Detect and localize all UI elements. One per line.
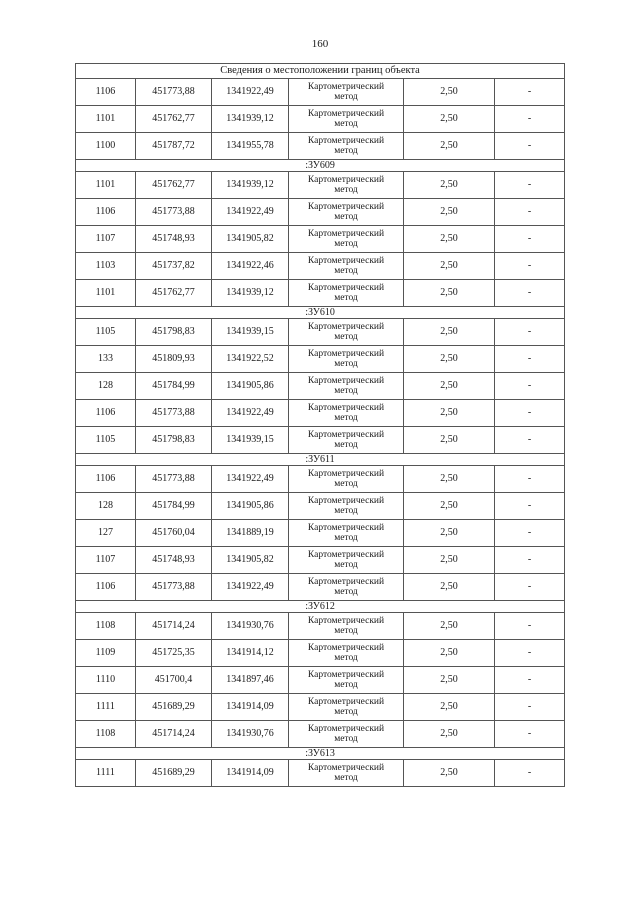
y-coordinate-cell: 1341939,12 <box>212 106 289 133</box>
section-name: :ЗУ611 <box>76 454 565 466</box>
accuracy-cell: 2,50 <box>404 253 495 280</box>
section-header-row <box>76 601 565 613</box>
method-line-1: Картометрический <box>307 349 385 359</box>
accuracy-cell: 2,50 <box>404 346 495 373</box>
y-coordinate-cell: 1341922,49 <box>212 400 289 427</box>
method-line-2: метод <box>334 92 358 102</box>
table-row <box>76 79 565 106</box>
note-cell: - <box>495 760 565 787</box>
section-header-row <box>76 454 565 466</box>
x-coordinate-cell: 451773,88 <box>136 199 212 226</box>
method-cell <box>289 760 404 787</box>
y-coordinate-cell: 1341922,49 <box>212 199 289 226</box>
method-cell <box>289 640 404 667</box>
x-coordinate-cell: 451714,24 <box>136 613 212 640</box>
method-line-1: Картометрический <box>307 616 385 626</box>
method-line-2: метод <box>334 626 358 636</box>
table-row <box>76 613 565 640</box>
method-line-2: метод <box>334 413 358 423</box>
y-coordinate-cell: 1341897,46 <box>212 667 289 694</box>
page-number: 160 <box>311 38 329 50</box>
method-line-2: метод <box>334 185 358 195</box>
table-row <box>76 172 565 199</box>
y-coordinate-cell: 1341905,82 <box>212 226 289 253</box>
table-row <box>76 493 565 520</box>
note-cell: - <box>495 466 565 493</box>
method-line-2: метод <box>334 653 358 663</box>
x-coordinate-cell: 451809,93 <box>136 346 212 373</box>
accuracy-cell: 2,50 <box>404 667 495 694</box>
point-number-cell: 1108 <box>76 613 136 640</box>
x-coordinate-cell: 451773,88 <box>136 400 212 427</box>
method-cell <box>289 280 404 307</box>
method-line-1: Картометрический <box>307 643 385 653</box>
point-number-cell: 1101 <box>76 172 136 199</box>
point-number-cell: 1111 <box>76 694 136 721</box>
method-line-1: Картометрический <box>307 202 385 212</box>
method-line-2: метод <box>334 680 358 690</box>
note-cell: - <box>495 199 565 226</box>
method-cell <box>289 520 404 547</box>
method-line-2: метод <box>334 332 358 342</box>
method-cell <box>289 346 404 373</box>
accuracy-cell: 2,50 <box>404 319 495 346</box>
method-line-2: метод <box>334 479 358 489</box>
table-row <box>76 373 565 400</box>
x-coordinate-cell: 451714,24 <box>136 721 212 748</box>
table-row <box>76 694 565 721</box>
table-row <box>76 466 565 493</box>
method-cell <box>289 199 404 226</box>
table-row <box>76 253 565 280</box>
note-cell: - <box>495 427 565 454</box>
method-cell <box>289 574 404 601</box>
method-line-1: Картометрический <box>307 496 385 506</box>
y-coordinate-cell: 1341922,49 <box>212 466 289 493</box>
accuracy-cell: 2,50 <box>404 613 495 640</box>
point-number-cell: 133 <box>76 346 136 373</box>
method-line-2: метод <box>334 734 358 744</box>
section-name: :ЗУ610 <box>76 307 565 319</box>
note-cell: - <box>495 694 565 721</box>
method-cell <box>289 613 404 640</box>
method-line-1: Картометрический <box>307 175 385 185</box>
point-number-cell: 1106 <box>76 79 136 106</box>
method-line-1: Картометрический <box>307 283 385 293</box>
accuracy-cell: 2,50 <box>404 721 495 748</box>
table-row <box>76 400 565 427</box>
table-row <box>76 667 565 694</box>
note-cell: - <box>495 172 565 199</box>
x-coordinate-cell: 451760,04 <box>136 520 212 547</box>
method-line-1: Картометрический <box>307 136 385 146</box>
method-line-2: метод <box>334 359 358 369</box>
y-coordinate-cell: 1341889,19 <box>212 520 289 547</box>
table-row <box>76 106 565 133</box>
method-cell <box>289 172 404 199</box>
method-line-1: Картометрический <box>307 256 385 266</box>
method-cell <box>289 493 404 520</box>
method-cell <box>289 400 404 427</box>
accuracy-cell: 2,50 <box>404 760 495 787</box>
method-line-1: Картометрический <box>307 550 385 560</box>
note-cell: - <box>495 226 565 253</box>
method-cell <box>289 721 404 748</box>
method-cell <box>289 319 404 346</box>
accuracy-cell: 2,50 <box>404 493 495 520</box>
accuracy-cell: 2,50 <box>404 373 495 400</box>
point-number-cell: 128 <box>76 493 136 520</box>
y-coordinate-cell: 1341930,76 <box>212 721 289 748</box>
accuracy-cell: 2,50 <box>404 280 495 307</box>
table-row <box>76 520 565 547</box>
y-coordinate-cell: 1341922,52 <box>212 346 289 373</box>
note-cell: - <box>495 574 565 601</box>
point-number-cell: 1106 <box>76 199 136 226</box>
method-line-2: метод <box>334 506 358 516</box>
accuracy-cell: 2,50 <box>404 199 495 226</box>
method-cell <box>289 106 404 133</box>
method-line-1: Картометрический <box>307 697 385 707</box>
point-number-cell: 1109 <box>76 640 136 667</box>
method-line-2: метод <box>334 707 358 717</box>
method-line-2: метод <box>334 239 358 249</box>
method-line-1: Картометрический <box>307 322 385 332</box>
accuracy-cell: 2,50 <box>404 172 495 199</box>
point-number-cell: 1111 <box>76 760 136 787</box>
x-coordinate-cell: 451762,77 <box>136 172 212 199</box>
method-cell <box>289 253 404 280</box>
note-cell: - <box>495 319 565 346</box>
x-coordinate-cell: 451762,77 <box>136 106 212 133</box>
note-cell: - <box>495 640 565 667</box>
point-number-cell: 127 <box>76 520 136 547</box>
accuracy-cell: 2,50 <box>404 547 495 574</box>
accuracy-cell: 2,50 <box>404 106 495 133</box>
x-coordinate-cell: 451784,99 <box>136 373 212 400</box>
note-cell: - <box>495 253 565 280</box>
table-row <box>76 199 565 226</box>
point-number-cell: 1105 <box>76 427 136 454</box>
accuracy-cell: 2,50 <box>404 640 495 667</box>
table-row <box>76 133 565 160</box>
y-coordinate-cell: 1341914,09 <box>212 694 289 721</box>
method-line-1: Картометрический <box>307 469 385 479</box>
note-cell: - <box>495 400 565 427</box>
note-cell: - <box>495 667 565 694</box>
accuracy-cell: 2,50 <box>404 466 495 493</box>
section-name: :ЗУ612 <box>76 601 565 613</box>
method-cell <box>289 667 404 694</box>
method-cell <box>289 694 404 721</box>
method-line-1: Картометрический <box>307 523 385 533</box>
method-line-2: метод <box>334 560 358 570</box>
method-line-1: Картометрический <box>307 403 385 413</box>
table-title-row <box>76 64 565 79</box>
y-coordinate-cell: 1341930,76 <box>212 613 289 640</box>
note-cell: - <box>495 346 565 373</box>
method-line-2: метод <box>334 146 358 156</box>
note-cell: - <box>495 493 565 520</box>
section-name: :ЗУ613 <box>76 748 565 760</box>
y-coordinate-cell: 1341939,15 <box>212 319 289 346</box>
table-title: Сведения о местоположении границ объекта <box>76 64 565 79</box>
table-row <box>76 226 565 253</box>
note-cell: - <box>495 106 565 133</box>
point-number-cell: 1101 <box>76 280 136 307</box>
method-line-1: Картометрический <box>307 376 385 386</box>
note-cell: - <box>495 547 565 574</box>
point-number-cell: 1106 <box>76 466 136 493</box>
x-coordinate-cell: 451773,88 <box>136 574 212 601</box>
note-cell: - <box>495 613 565 640</box>
section-header-row <box>76 160 565 172</box>
method-line-2: метод <box>334 587 358 597</box>
x-coordinate-cell: 451773,88 <box>136 79 212 106</box>
point-number-cell: 1108 <box>76 721 136 748</box>
y-coordinate-cell: 1341922,49 <box>212 574 289 601</box>
method-line-2: метод <box>334 119 358 129</box>
point-number-cell: 1107 <box>76 226 136 253</box>
point-number-cell: 1106 <box>76 574 136 601</box>
method-line-2: метод <box>334 212 358 222</box>
x-coordinate-cell: 451798,83 <box>136 319 212 346</box>
table-row <box>76 721 565 748</box>
x-coordinate-cell: 451689,29 <box>136 760 212 787</box>
point-number-cell: 1100 <box>76 133 136 160</box>
x-coordinate-cell: 451784,99 <box>136 493 212 520</box>
note-cell: - <box>495 373 565 400</box>
accuracy-cell: 2,50 <box>404 520 495 547</box>
point-number-cell: 1107 <box>76 547 136 574</box>
x-coordinate-cell: 451748,93 <box>136 226 212 253</box>
boundary-coordinates-table <box>75 63 565 787</box>
x-coordinate-cell: 451689,29 <box>136 694 212 721</box>
y-coordinate-cell: 1341905,86 <box>212 493 289 520</box>
method-cell <box>289 133 404 160</box>
method-line-2: метод <box>334 773 358 783</box>
y-coordinate-cell: 1341905,82 <box>212 547 289 574</box>
accuracy-cell: 2,50 <box>404 694 495 721</box>
note-cell: - <box>495 79 565 106</box>
accuracy-cell: 2,50 <box>404 574 495 601</box>
method-line-2: метод <box>334 386 358 396</box>
point-number-cell: 1101 <box>76 106 136 133</box>
note-cell: - <box>495 520 565 547</box>
point-number-cell: 128 <box>76 373 136 400</box>
table-row <box>76 346 565 373</box>
x-coordinate-cell: 451700,4 <box>136 667 212 694</box>
x-coordinate-cell: 451762,77 <box>136 280 212 307</box>
y-coordinate-cell: 1341914,09 <box>212 760 289 787</box>
accuracy-cell: 2,50 <box>404 400 495 427</box>
y-coordinate-cell: 1341939,12 <box>212 172 289 199</box>
method-cell <box>289 466 404 493</box>
method-cell <box>289 547 404 574</box>
method-line-1: Картометрический <box>307 577 385 587</box>
accuracy-cell: 2,50 <box>404 133 495 160</box>
table-row <box>76 547 565 574</box>
method-cell <box>289 373 404 400</box>
table-row <box>76 427 565 454</box>
table-row <box>76 760 565 787</box>
x-coordinate-cell: 451787,72 <box>136 133 212 160</box>
method-line-2: метод <box>334 266 358 276</box>
method-line-1: Картометрический <box>307 670 385 680</box>
y-coordinate-cell: 1341914,12 <box>212 640 289 667</box>
method-line-2: метод <box>334 293 358 303</box>
x-coordinate-cell: 451748,93 <box>136 547 212 574</box>
section-header-row <box>76 307 565 319</box>
point-number-cell: 1106 <box>76 400 136 427</box>
method-line-1: Картометрический <box>307 109 385 119</box>
accuracy-cell: 2,50 <box>404 427 495 454</box>
method-cell <box>289 226 404 253</box>
table-row <box>76 574 565 601</box>
note-cell: - <box>495 133 565 160</box>
x-coordinate-cell: 451725,35 <box>136 640 212 667</box>
y-coordinate-cell: 1341955,78 <box>212 133 289 160</box>
method-line-1: Картометрический <box>307 724 385 734</box>
x-coordinate-cell: 451773,88 <box>136 466 212 493</box>
table-row <box>76 280 565 307</box>
y-coordinate-cell: 1341939,15 <box>212 427 289 454</box>
x-coordinate-cell: 451737,82 <box>136 253 212 280</box>
method-line-1: Картометрический <box>307 82 385 92</box>
method-line-1: Картометрический <box>307 763 385 773</box>
x-coordinate-cell: 451798,83 <box>136 427 212 454</box>
table-row <box>76 319 565 346</box>
method-cell <box>289 427 404 454</box>
point-number-cell: 1110 <box>76 667 136 694</box>
method-line-2: метод <box>334 440 358 450</box>
method-line-1: Картометрический <box>307 430 385 440</box>
note-cell: - <box>495 721 565 748</box>
section-name: :ЗУ609 <box>76 160 565 172</box>
section-header-row <box>76 748 565 760</box>
accuracy-cell: 2,50 <box>404 226 495 253</box>
method-cell <box>289 79 404 106</box>
y-coordinate-cell: 1341922,46 <box>212 253 289 280</box>
accuracy-cell: 2,50 <box>404 79 495 106</box>
point-number-cell: 1103 <box>76 253 136 280</box>
y-coordinate-cell: 1341922,49 <box>212 79 289 106</box>
table-row <box>76 640 565 667</box>
y-coordinate-cell: 1341939,12 <box>212 280 289 307</box>
point-number-cell: 1105 <box>76 319 136 346</box>
note-cell: - <box>495 280 565 307</box>
method-line-2: метод <box>334 533 358 543</box>
method-line-1: Картометрический <box>307 229 385 239</box>
y-coordinate-cell: 1341905,86 <box>212 373 289 400</box>
